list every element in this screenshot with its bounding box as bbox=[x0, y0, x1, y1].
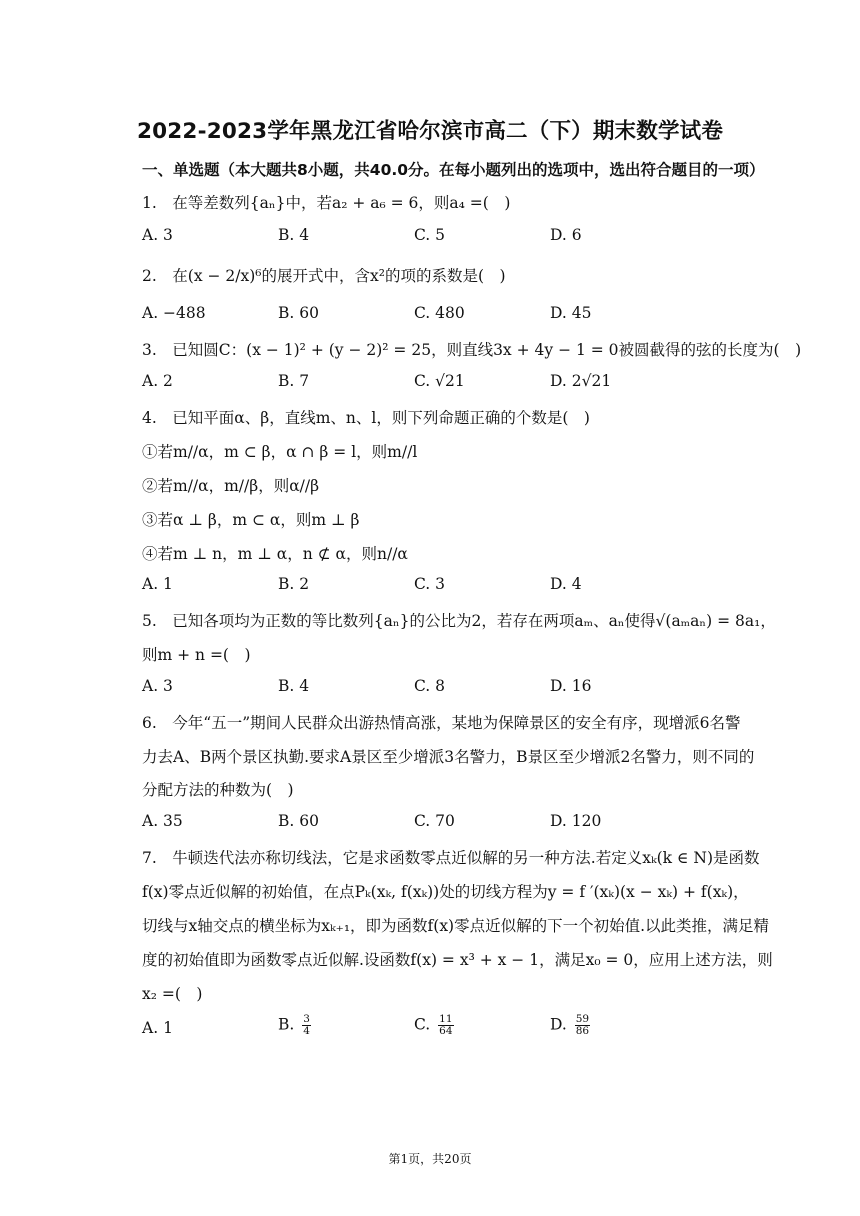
q7-option-c bbox=[414, 1014, 454, 1037]
q4-statement-3: ③若α ⊥ β，m ⊂ α，则m ⊥ β bbox=[142, 511, 360, 529]
q5-option-a: A. 3 bbox=[142, 677, 173, 695]
q4-statement-4: ④若m ⊥ n，m ⊥ α，n ⊄ α，则n//α bbox=[142, 545, 408, 563]
q7-stem-line-1: 7. 牛顿迭代法亦称切线法，它是求函数零点近似解的另一种方法.若定义xₖ(k ∈ N)是函数 bbox=[142, 849, 760, 867]
q6-option-d: D. 120 bbox=[550, 812, 602, 830]
q3-option-c: C. √21 bbox=[414, 372, 465, 390]
q2-option-c: C. 480 bbox=[414, 304, 465, 322]
q7-option-b bbox=[278, 1014, 311, 1037]
page-footer: 第1页，共20页 bbox=[388, 1152, 472, 1166]
q4-option-c: C. 3 bbox=[414, 575, 446, 593]
q3-option-a: A. 2 bbox=[142, 372, 173, 390]
q6-option-c: C. 70 bbox=[414, 812, 455, 830]
q7-stem-line-5: x₂ =( ) bbox=[142, 985, 203, 1003]
q6-stem-line-1: 6. 今年“五一”期间人民群众出游热情高涨，某地为保障景区的安全有序，现增派6名警 bbox=[142, 714, 741, 732]
q5-option-b: B. 4 bbox=[278, 677, 310, 695]
q7-option-b-label: B. bbox=[278, 1015, 295, 1034]
q4-statement-1: ①若m//α，m ⊂ β，α ∩ β = l，则m//l bbox=[142, 443, 418, 461]
q2-option-d: D. 45 bbox=[550, 304, 592, 322]
q7-option-c-fraction bbox=[438, 1014, 453, 1037]
section-heading: 一、单选题（本大题共8小题，共40.0分。在每小题列出的选项中，选出符合题目的一项） bbox=[142, 161, 765, 179]
q4-stem: 4. 已知平面α、β，直线m、n、l，则下列命题正确的个数是( ) bbox=[142, 409, 590, 427]
q5-stem-line-1: 5. 已知各项均为正数的等比数列{aₙ}的公比为2，若存在两项aₘ、aₙ使得√(aₘaₙ) = 8a₁， bbox=[142, 612, 776, 630]
q7-stem-line-4: 度的初始值即为函数零点近似解.设函数f(x) = x³ + x − 1，满足x₀ = 0，应用上述方法，则 bbox=[142, 951, 773, 969]
q5-option-d: D. 16 bbox=[550, 677, 592, 695]
fraction-denominator: 4 bbox=[303, 1025, 310, 1037]
q7-option-d-fraction bbox=[575, 1014, 590, 1037]
q5-option-c: C. 8 bbox=[414, 677, 446, 695]
q1-option-b: B. 4 bbox=[278, 226, 310, 244]
q3-stem: 3. 已知圆C：(x − 1)² + (y − 2)² = 25，则直线3x + 4y − 1 = 0被圆截得的弦的长度为( ) bbox=[142, 341, 802, 359]
page-title: 2022-2023学年黑龙江省哈尔滨市高二（下）期末数学试卷 bbox=[136, 119, 724, 144]
fraction-numerator: 3 bbox=[303, 1013, 310, 1025]
q1-option-c: C. 5 bbox=[414, 226, 446, 244]
q4-option-d: D. 4 bbox=[550, 575, 582, 593]
q4-option-b: B. 2 bbox=[278, 575, 310, 593]
q2-stem: 2. 在(x − 2/x)⁶的展开式中，含x²的项的系数是( ) bbox=[142, 267, 506, 285]
q7-option-a-value: 1 bbox=[163, 1019, 173, 1037]
fraction-numerator: 59 bbox=[575, 1013, 590, 1025]
q1-option-a: A. 3 bbox=[142, 226, 173, 244]
q6-stem-line-2: 力去A、B两个景区执勤.要求A景区至少增派3名警力，B景区至少增派2名警力，则不同的 bbox=[142, 748, 755, 766]
q4-option-a: A. 1 bbox=[142, 575, 173, 593]
q7-stem-line-2: f(x)零点近似解的初始值，在点Pₖ(xₖ, f(xₖ))处的切线方程为y = f ′(xₖ)(x − xₖ) + f(xₖ)， bbox=[142, 883, 749, 901]
q7-option-b-fraction bbox=[302, 1014, 311, 1037]
q7-option-a-label: A. bbox=[142, 1019, 159, 1037]
q6-option-a: A. 35 bbox=[142, 812, 183, 830]
q1-option-d: D. 6 bbox=[550, 226, 582, 244]
q7-option-c-label: C. bbox=[414, 1015, 431, 1034]
q2-option-a: A. −488 bbox=[142, 304, 206, 322]
fraction-numerator: 11 bbox=[439, 1013, 453, 1025]
fraction-denominator: 64 bbox=[439, 1025, 453, 1037]
q7-option-a bbox=[142, 1019, 173, 1037]
q3-option-b: B. 7 bbox=[278, 372, 310, 390]
q7-stem-line-3: 切线与x轴交点的横坐标为xₖ₊₁，即为函数f(x)零点近似解的下一个初始值.以此类推，满足精 bbox=[142, 917, 770, 935]
fraction-denominator: 86 bbox=[575, 1025, 590, 1037]
q5-stem-line-2: 则m + n =( ) bbox=[142, 646, 251, 664]
q4-statement-2: ②若m//α，m//β，则α//β bbox=[142, 477, 320, 495]
q1-stem: 1. 在等差数列{aₙ}中，若a₂ + a₆ = 6，则a₄ =( ) bbox=[142, 194, 511, 212]
q6-stem-line-3: 分配方法的种数为( ) bbox=[142, 781, 294, 799]
q7-option-d bbox=[550, 1014, 590, 1037]
q3-option-d: D. 2√21 bbox=[550, 372, 612, 390]
q7-option-d-label: D. bbox=[550, 1015, 567, 1034]
q2-option-b: B. 60 bbox=[278, 304, 319, 322]
q6-option-b: B. 60 bbox=[278, 812, 319, 830]
